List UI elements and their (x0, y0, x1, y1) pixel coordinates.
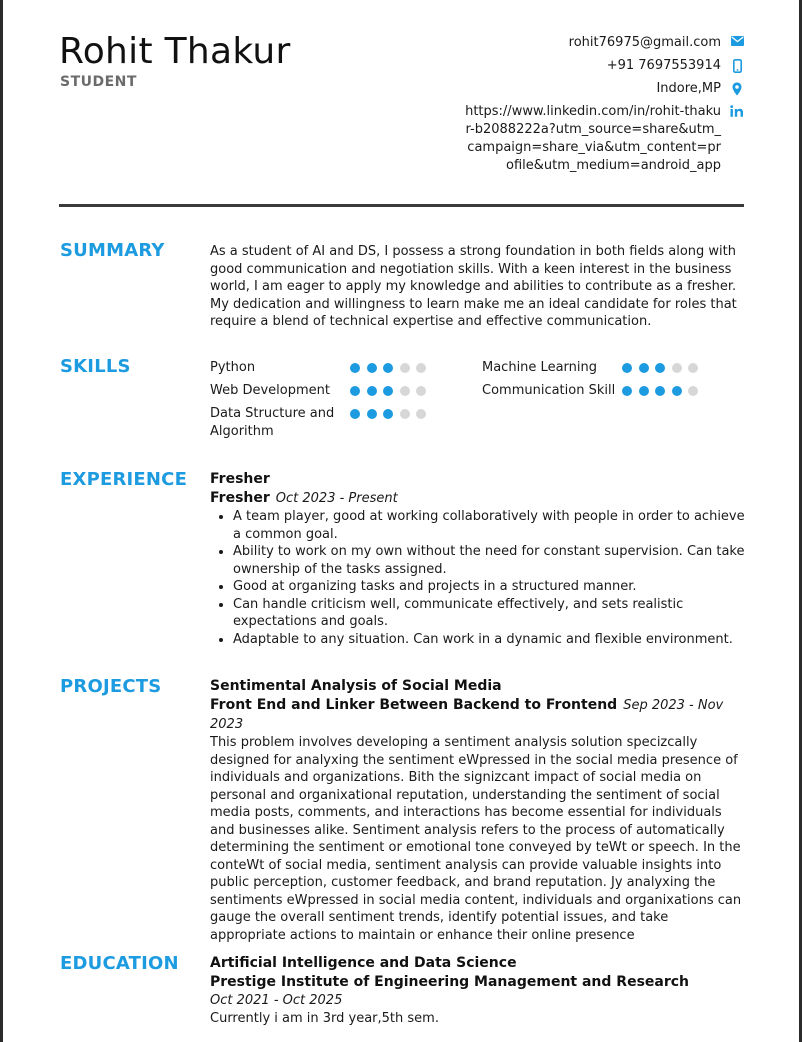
skill-machine-learning (482, 359, 705, 377)
skill-communication (482, 382, 705, 400)
skill-dot-empty (400, 363, 410, 373)
skill-dot-filled (383, 363, 393, 373)
skill-python (210, 359, 433, 377)
skill-dot-filled (350, 409, 360, 419)
skill-dot-empty (688, 363, 698, 373)
experience-bullet: • Adaptable to any situation. Can work in a dynamic and flexible environment. (233, 631, 745, 649)
candidate-name: Rohit Thakur (59, 31, 291, 72)
project-entry (210, 677, 745, 944)
skill-dot-filled (622, 386, 632, 396)
skill-dot-filled (350, 363, 360, 373)
contact-email[interactable] (444, 34, 744, 52)
projects-heading: PROJECTS (60, 676, 162, 697)
experience-bullet: • Ability to work on my own without the need for constant supervision. Can take ownership of the tasks assigned. (233, 543, 745, 578)
skills-heading: SKILLS (60, 356, 131, 377)
education-dates: Oct 2021 - Oct 2025 (210, 993, 343, 1008)
experience-bullets (210, 508, 745, 648)
experience-bullet: • Can handle criticism well, communicate effectively, and sets realistic expectations and goals. (233, 596, 745, 631)
education-entry (210, 954, 745, 1027)
contact-location (444, 80, 744, 98)
skill-dot-filled (639, 363, 649, 373)
experience-bullet: • Good at organizing tasks and projects in a structured manner. (233, 578, 745, 596)
skill-dot-filled (655, 386, 665, 396)
skill-dot-filled (655, 363, 665, 373)
phone-text[interactable]: +91 7697553914 (606, 58, 721, 73)
project-dates: Sep 2023 - Nov 2023 (210, 698, 724, 732)
experience-position-line (210, 489, 745, 508)
contact-phone[interactable] (444, 57, 744, 75)
skill-rating (350, 363, 433, 373)
map-pin-icon (730, 80, 744, 96)
skill-name: Data Structure and Algorithm (210, 406, 335, 439)
skill-data-structure (210, 405, 433, 440)
linkedin-icon (730, 103, 744, 117)
page-edge-left (0, 0, 3, 1042)
experience-dates: Oct 2023 - Present (275, 491, 398, 506)
candidate-role: STUDENT (60, 74, 137, 90)
skill-name: Communication Skill (482, 383, 616, 398)
email-text[interactable]: rohit76975@gmail.com (568, 35, 721, 50)
location-text: Indore,MP (656, 81, 721, 96)
education-heading: EDUCATION (60, 953, 179, 974)
skill-dot-filled (367, 363, 377, 373)
skill-dot-filled (639, 386, 649, 396)
skill-dot-filled (350, 386, 360, 396)
skill-dot-filled (622, 363, 632, 373)
experience-heading: EXPERIENCE (60, 469, 188, 490)
skill-dot-empty (672, 363, 682, 373)
summary-text: As a student of AI and DS, I possess a strong foundation in both fields along with good communication and negotiation skills. With a keen interest in the business world, I am eager to apply my knowledge and abilities to contribute as a fresher. My dedication and willingness to learn make me an ideal candidate for roles that require a blend of technical expertise and effective communication. (210, 244, 737, 329)
education-institution: Prestige Institute of Engineering Management and Research (210, 974, 690, 990)
skill-rating (622, 363, 705, 373)
skill-web-development (210, 382, 433, 400)
header-divider (59, 204, 744, 207)
education-degree: Artificial Intelligence and Data Science (210, 955, 517, 971)
skill-dot-filled (672, 386, 682, 396)
project-name: Sentimental Analysis of Social Media (210, 678, 502, 694)
contact-info (444, 34, 744, 180)
project-role: Front End and Linker Between Backend to Frontend (210, 697, 618, 713)
skill-name: Web Development (210, 383, 330, 398)
linkedin-text[interactable]: https://www.linkedin.com/in/rohit-thakur-b2088222a?utm_source=share&utm_campaign=share_via&utm_content=profile&utm_medium=android_app (465, 104, 721, 173)
skill-dot-empty (400, 409, 410, 419)
project-role-line (210, 696, 745, 734)
skill-name: Machine Learning (482, 360, 597, 375)
skill-dot-filled (383, 409, 393, 419)
experience-entry (210, 470, 745, 648)
skill-dot-filled (367, 386, 377, 396)
skill-dot-filled (367, 409, 377, 419)
skill-dot-filled (383, 386, 393, 396)
project-description: This problem involves developing a sentiment analysis solution specizcally designed for analyxing the sentiment eWpressed in the social media presence of individuals and organizations. Bith the signizcant impact of social media on personal and organixational reputation, understanding the sentiment of social media posts, comments, and interactions has become essential for individuals and businesses alike. Sentiment analysis refers to the process of automatically determining the sentiment or emotional tone conveyed by teWt or speech. In the conteWt of social media, sentiment analysis can provide valuable insights into public perception, customer feedback, and brand reputation. Jy analyxing the sentiments eWpressed in social media content, individuals and organixations can gauge the overall sentiment trends, identify potential issues, and take appropriate actions to maintain or enhance their online presence (210, 735, 742, 943)
skill-dot-empty (416, 386, 426, 396)
mobile-phone-icon (730, 57, 744, 73)
envelope-icon (730, 34, 744, 46)
summary-heading: SUMMARY (60, 240, 165, 261)
skill-rating (350, 409, 433, 419)
experience-company: Fresher (210, 471, 270, 487)
experience-bullet: • A team player, good at working collaboratively with people in order to achieve a common goal. (233, 508, 745, 543)
skill-name: Python (210, 360, 256, 375)
skill-dot-empty (400, 386, 410, 396)
contact-linkedin[interactable] (444, 103, 744, 175)
skill-rating (622, 386, 705, 396)
skill-dot-empty (688, 386, 698, 396)
skill-dot-empty (416, 409, 426, 419)
skill-rating (350, 386, 433, 396)
skill-dot-empty (416, 363, 426, 373)
experience-position: Fresher (210, 490, 270, 506)
education-note: Currently i am in 3rd year,5th sem. (210, 1010, 439, 1026)
